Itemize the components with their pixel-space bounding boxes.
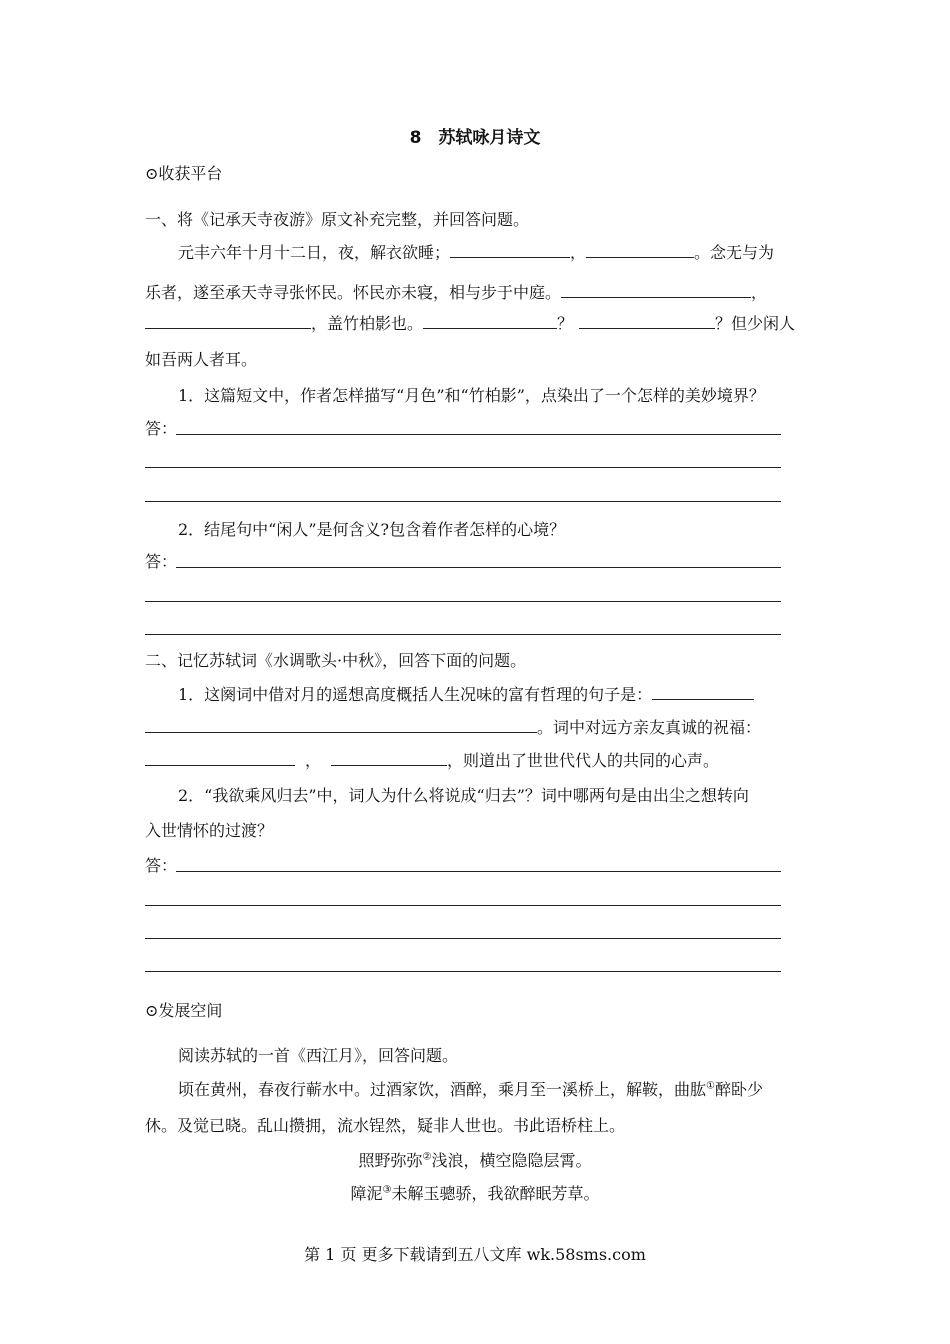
text: 乐者，遂至承天寺寻张怀民。怀民亦未寝，相与步于中庭。 <box>145 283 562 302</box>
q2-sub1-line1 <box>178 685 754 705</box>
text: 照野弥弥 <box>358 1151 423 1170</box>
q2-sub2-line1: 2．“我欲乘风归去”中，词人为什么将说成“归去”？词中哪两句是由出尘之想转向 <box>178 786 749 805</box>
q2-sub2-line2: 入世情怀的过渡？ <box>145 821 274 840</box>
text: ， <box>570 243 587 262</box>
page-title: 8 苏轼咏月诗文 <box>409 128 541 148</box>
text: 醉卧少 <box>714 1080 763 1099</box>
text: 顷在黄州，春夜行蕲水中。过酒家饮，酒醉，乘月至一溪桥上，解鞍，曲肱 <box>178 1080 707 1099</box>
footnote-marker: ③ <box>382 1184 392 1196</box>
q1-line3 <box>145 314 795 334</box>
text: ？ <box>557 314 574 333</box>
answer-line[interactable] <box>145 905 781 906</box>
text: 。念无与为 <box>694 243 775 262</box>
q1-line2 <box>145 283 767 303</box>
text: ？但少闲人 <box>715 314 796 333</box>
fill-blank[interactable] <box>450 243 570 258</box>
poem-line-1 <box>0 1151 950 1171</box>
fill-blank[interactable] <box>423 314 557 329</box>
text: 1．这阕词中借对月的遥想高度概括人生况味的富有哲理的句子是： <box>178 685 653 704</box>
answer-line[interactable] <box>145 501 781 502</box>
answer-line[interactable] <box>145 467 781 468</box>
fill-blank[interactable] <box>561 283 751 298</box>
fill-blank[interactable] <box>145 718 537 733</box>
text: 元丰六年十月十二日，夜，解衣欲睡； <box>178 243 451 262</box>
q2-heading: 二、记忆苏轼词《水调歌头·中秋》，回答下面的问题。 <box>145 651 527 670</box>
answer-line[interactable] <box>145 971 781 972</box>
reading-intro: 阅读苏轼的一首《西江月》，回答问题。 <box>178 1046 459 1065</box>
q1-line4: 如吾两人者耳。 <box>145 350 258 369</box>
answer-label: 答： <box>145 552 178 571</box>
q1-sub2: 2．结尾句中“闲人”是何含义?包含着作者怎样的心境？ <box>178 520 566 539</box>
fill-blank[interactable] <box>145 751 295 766</box>
section-development: ⊙发展空间 <box>145 1001 223 1020</box>
q1-heading: 一、将《记承天寺夜游》原文补充完整，并回答问题。 <box>145 210 530 229</box>
fill-blank[interactable] <box>586 243 694 258</box>
poem-line-2 <box>0 1184 950 1204</box>
q1-line1 <box>178 243 774 263</box>
answer-label: 答： <box>145 856 178 875</box>
text: 障泥 <box>350 1184 383 1203</box>
text: ， <box>751 283 768 302</box>
answer-line[interactable] <box>176 567 781 568</box>
reading-p1 <box>178 1080 763 1100</box>
q2-sub1-line3 <box>145 751 719 771</box>
reading-p2: 休。及觉已晓。乱山攒拥，流水锃然，疑非人世也。书此语桥柱上。 <box>145 1116 626 1135</box>
fill-blank[interactable] <box>145 314 311 329</box>
text: 。词中对远方亲友真诚的祝福： <box>537 718 762 737</box>
footnote-marker: ② <box>422 1151 432 1163</box>
section-harvest: ⊙收获平台 <box>145 164 223 183</box>
q2-sub1-line2 <box>145 718 761 738</box>
fill-blank[interactable] <box>579 314 715 329</box>
fill-blank[interactable] <box>331 751 447 766</box>
text: ，则道出了世世代代人的共同的心声。 <box>447 751 720 770</box>
answer-line[interactable] <box>176 434 781 435</box>
fill-blank[interactable] <box>652 685 754 700</box>
text: 浅浪，横空隐隐层霄。 <box>431 1151 592 1170</box>
answer-line[interactable] <box>176 871 781 872</box>
footnote-marker: ① <box>706 1080 715 1092</box>
answer-label: 答： <box>145 419 178 438</box>
answer-line[interactable] <box>145 634 781 635</box>
answer-line[interactable] <box>145 938 781 939</box>
answer-line[interactable] <box>145 601 781 602</box>
q1-sub1: 1．这篇短文中，作者怎样描写“月色”和“竹柏影”，点染出了一个怎样的美妙境界？ <box>178 386 765 405</box>
text: 未解玉骢骄，我欲醉眠芳草。 <box>391 1184 600 1203</box>
text: ，盖竹柏影也。 <box>311 314 424 333</box>
page-footer: 第 1 页 更多下载请到五八文库 wk.58sms.com <box>304 1245 646 1264</box>
text: ， <box>305 751 322 770</box>
